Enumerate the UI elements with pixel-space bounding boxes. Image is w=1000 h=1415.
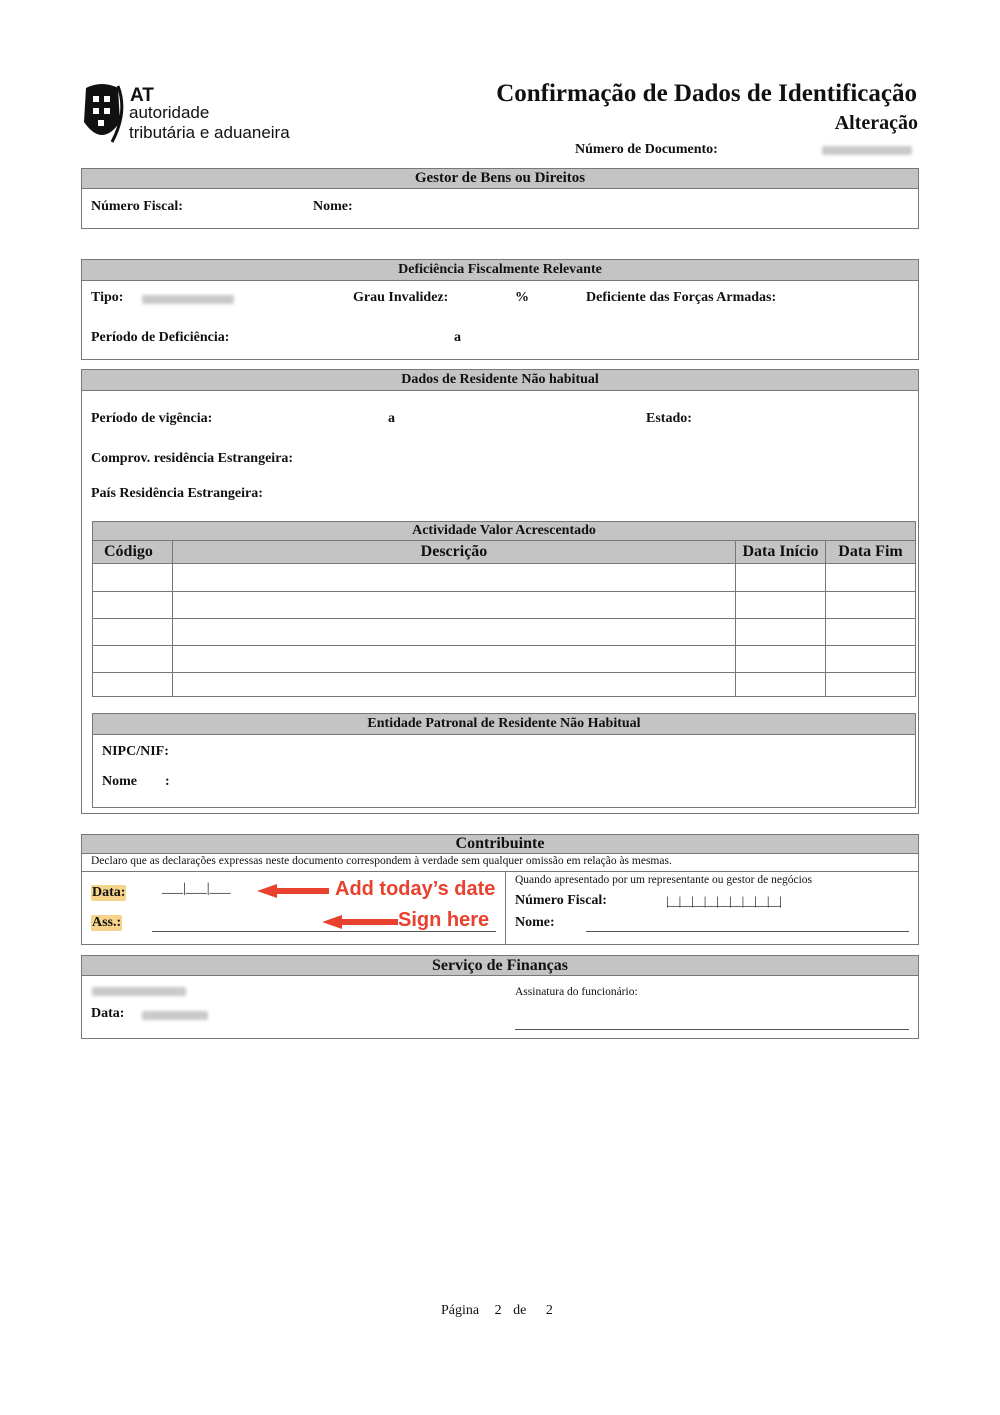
nome-label: Nome:: [313, 199, 353, 214]
table-row: [93, 592, 916, 619]
date-field[interactable]: ___|___|___: [162, 881, 231, 896]
entidade-nome-colon: :: [165, 774, 170, 789]
col-codigo: Código: [93, 541, 173, 564]
estado-label: Estado:: [646, 411, 692, 426]
logo-abbr: AT: [130, 85, 154, 106]
ass-label: Ass.:: [92, 915, 122, 930]
rep-nome-label: Nome:: [515, 915, 555, 930]
periodo-label: Período de Deficiência:: [91, 330, 230, 345]
forcas-label: Deficiente das Forças Armadas:: [586, 290, 777, 305]
logo-line2: tributária e aduaneira: [129, 123, 290, 142]
page-title: Confirmação de Dados de Identificação: [496, 80, 917, 107]
periodo-a: a: [454, 330, 461, 345]
tipo-label: Tipo:: [91, 290, 124, 305]
section-header: Dados de Residente Não habitual: [82, 370, 918, 391]
arrow-icon: [257, 884, 329, 898]
at-logo: [80, 82, 320, 146]
rep-nome-line[interactable]: [586, 931, 909, 932]
grau-label: Grau Invalidez:: [353, 290, 449, 305]
data-label: Data:: [92, 885, 126, 900]
de-label: de: [513, 1303, 527, 1318]
rep-note: Quando apresentado por um representante ou gestor de negócios: [515, 874, 812, 886]
table-row: [93, 646, 916, 673]
page-number: 2: [494, 1303, 502, 1318]
financas-section: [81, 955, 919, 1039]
col-descricao: Descrição: [173, 541, 736, 564]
actividade-table: [92, 540, 916, 697]
page-total: 2: [545, 1303, 553, 1318]
annotation-date: Add today’s date: [335, 878, 496, 900]
financas-data-value: [142, 1011, 208, 1020]
rep-nif-label: Número Fiscal:: [515, 893, 607, 908]
section-header: Contribuinte: [82, 835, 918, 854]
section-header: Gestor de Bens ou Direitos: [82, 169, 918, 189]
residente-section: [81, 369, 919, 814]
table-row: [93, 673, 916, 697]
percent-sign: %: [515, 290, 529, 305]
col-data-fim: Data Fim: [826, 541, 916, 564]
pais-label: País Residência Estrangeira:: [91, 486, 263, 501]
comprov-label: Comprov. residência Estrangeira:: [91, 451, 294, 466]
page-subtitle: Alteração: [834, 112, 918, 134]
page-footer: [441, 1303, 553, 1319]
gestor-section: [81, 168, 919, 229]
contribuinte-section: [81, 834, 919, 945]
financas-data-label: Data:: [91, 1006, 125, 1021]
doc-number-label: Número de Documento:: [575, 142, 718, 157]
assinatura-line: [515, 1029, 909, 1030]
deficiencia-section: [81, 259, 919, 360]
nif-label: Número Fiscal:: [91, 199, 183, 214]
section-header: Deficiência Fiscalmente Relevante: [82, 260, 918, 281]
entidade-nome-label: Nome: [102, 774, 137, 789]
servico-value: [92, 987, 186, 996]
vigencia-label: Período de vigência:: [91, 411, 213, 426]
logo-line1: autoridade: [129, 103, 210, 122]
doc-number-value: [822, 146, 912, 155]
declaration-text: Declaro que as declarações expressas neste documento correspondem à verdade sem qualquer omissão em relação às mesmas.: [91, 855, 672, 867]
tipo-value: [142, 295, 234, 304]
nipc-label: NIPC/NIF:: [102, 744, 169, 759]
assinatura-label: Assinatura do funcionário:: [515, 986, 638, 998]
rep-nif-field[interactable]: |__|__|__|__|__|__|__|__|__|: [666, 893, 782, 908]
col-data-inicio: Data Início: [736, 541, 826, 564]
annotation-sign: Sign here: [398, 909, 490, 931]
coat-of-arms-icon: [80, 82, 126, 146]
table-row: [93, 619, 916, 646]
actividade-title: Actividade Valor Acrescentado: [92, 521, 916, 541]
section-header: Serviço de Finanças: [82, 956, 918, 976]
entidade-box: [92, 713, 916, 808]
pagina-label: Página: [441, 1303, 480, 1318]
table-row: [93, 564, 916, 592]
vigencia-a: a: [388, 411, 395, 426]
section-header: Entidade Patronal de Residente Não Habitual: [93, 714, 915, 735]
arrow-icon: [322, 915, 398, 929]
